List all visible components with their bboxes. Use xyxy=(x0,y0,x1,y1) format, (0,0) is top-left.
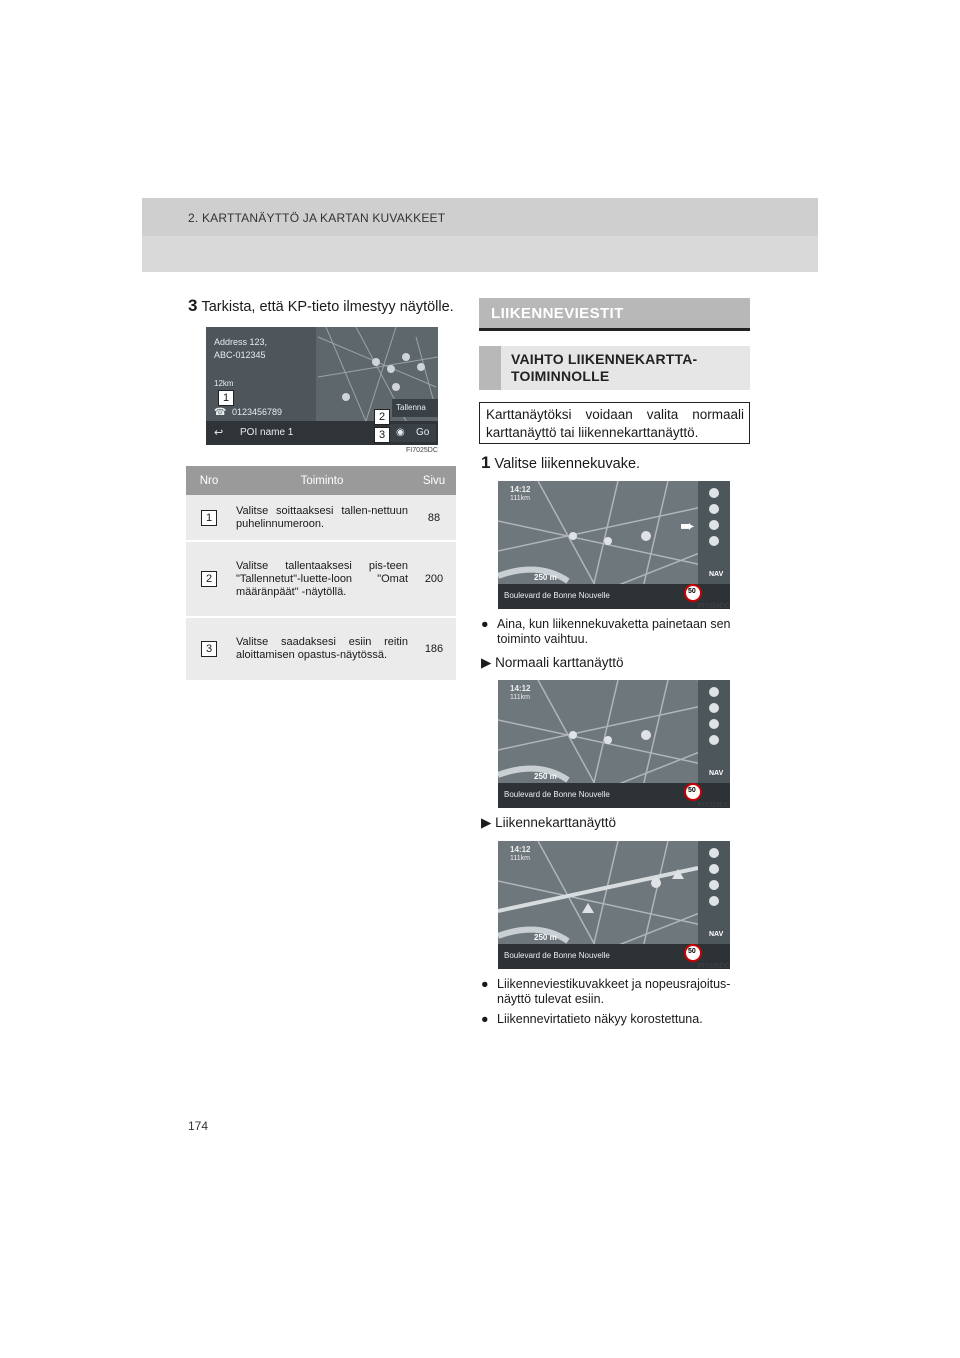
bullet-text: Liikenneviestikuvakkeet ja nopeusrajoitus-näyttö tulevat esiin. xyxy=(497,977,731,1006)
step-number: 1 xyxy=(481,453,491,472)
sub-heading-normal xyxy=(481,655,623,671)
map-time: 14:12 xyxy=(510,845,531,854)
info-text: Karttanäytöksi voidaan valita normaali karttanäyttö tai liikennekarttanäyttö. xyxy=(486,407,744,440)
map-street: Boulevard de Bonne Nouvelle xyxy=(504,591,610,600)
table-row xyxy=(186,617,456,681)
function-table xyxy=(186,466,456,682)
callout-2: 2 xyxy=(374,409,390,425)
bullet-icon: ● xyxy=(481,977,489,991)
bullet-text: Aina, kun liikennekuvaketta painetaan sen toiminto vaihtuu. xyxy=(497,617,731,646)
table-header-row xyxy=(186,466,456,495)
row-page: 186 xyxy=(412,617,456,681)
bullet-2 xyxy=(481,977,751,1009)
info-box xyxy=(479,402,750,444)
traffic-map-screenshot-1 xyxy=(498,481,730,609)
callout-3: 3 xyxy=(374,427,390,443)
triangle-icon: ▶ xyxy=(481,655,492,670)
bullet-text: Liikennevirtatieto näkyy korostettuna. xyxy=(497,1012,703,1026)
go-button[interactable]: Go xyxy=(416,427,430,438)
row-nro: 1 xyxy=(201,510,217,526)
map-time: 14:12 xyxy=(510,485,531,494)
image-code: FI7026DC xyxy=(698,963,730,970)
screen-address-1: Address 123, xyxy=(214,337,268,347)
step-text: Tarkista, että KP-tieto ilmestyy näytölle. xyxy=(201,299,454,315)
phone-icon[interactable]: ☎ xyxy=(214,407,227,418)
save-button[interactable]: Tallenna xyxy=(396,403,426,412)
subsection-line-1: VAIHTO LIIKENNEKARTTA- xyxy=(511,351,698,367)
bullet-1 xyxy=(481,617,751,649)
page-number: 174 xyxy=(188,1119,209,1133)
subsection-heading xyxy=(479,346,750,390)
map-road-dist: 250 m xyxy=(534,772,557,781)
screen-distance: 12km xyxy=(214,379,234,388)
image-code: FI7025DC xyxy=(406,447,438,454)
triangle-icon: ▶ xyxy=(481,815,492,830)
traffic-map-screenshot-2 xyxy=(498,841,730,969)
row-page: 88 xyxy=(412,495,456,541)
screen-poi-name: POI name 1 xyxy=(240,427,294,438)
map-road-dist: 250 m xyxy=(534,933,557,942)
speed-limit: 50 xyxy=(688,787,696,794)
screen-address-2: ABC-012345 xyxy=(214,350,266,360)
map-street: Boulevard de Bonne Nouvelle xyxy=(504,951,610,960)
map-dist: 111km xyxy=(510,694,530,701)
sub-heading-text: Normaali karttanäyttö xyxy=(495,655,624,670)
speed-limit: 50 xyxy=(688,588,696,595)
row-nro-cell xyxy=(186,495,232,541)
section-title: 2. KARTTANÄYTTÖ JA KARTAN KUVAKKEET xyxy=(188,211,446,225)
subsection-bar xyxy=(479,346,501,390)
nav-button[interactable]: NAV xyxy=(709,571,724,578)
subsection-heading-text xyxy=(511,351,697,385)
section-heading xyxy=(479,298,750,331)
nav-icon: ◉ xyxy=(396,427,405,438)
back-icon[interactable]: ↩ xyxy=(214,427,224,439)
speed-limit: 50 xyxy=(688,948,696,955)
image-code: FI7024DC xyxy=(698,603,730,610)
header-function: Toiminto xyxy=(232,466,412,495)
image-code: FI7024DC xyxy=(698,802,730,809)
row-nro: 2 xyxy=(201,571,217,587)
step-1 xyxy=(481,453,640,473)
nav-button[interactable]: NAV xyxy=(709,770,724,777)
table-row xyxy=(186,541,456,617)
subsection-line-2: TOIMINNOLLE xyxy=(511,368,610,384)
bullet-3 xyxy=(481,1012,751,1028)
normal-map-screenshot xyxy=(498,680,730,808)
bullet-icon: ● xyxy=(481,1012,489,1026)
callout-1: 1 xyxy=(218,390,234,406)
step-number: 3 xyxy=(188,296,198,315)
section-heading-text: LIIKENNEVIESTIT xyxy=(491,305,624,322)
bullet-icon: ● xyxy=(481,617,489,631)
poi-info-screenshot xyxy=(206,327,438,445)
table-row xyxy=(186,495,456,541)
sub-heading-traffic xyxy=(481,815,616,831)
map-street: Boulevard de Bonne Nouvelle xyxy=(504,790,610,799)
screen-phone[interactable]: 0123456789 xyxy=(232,407,283,417)
row-nro-cell xyxy=(186,541,232,617)
arrow-icon: ➨ xyxy=(680,516,696,536)
step-3 xyxy=(188,296,454,316)
row-function: Valitse saadaksesi esiin reitin aloittamisen opastus-näytössä. xyxy=(232,617,412,681)
row-nro-cell xyxy=(186,617,232,681)
row-page: 200 xyxy=(412,541,456,617)
header-page: Sivu xyxy=(412,466,456,495)
row-function: Valitse soittaaksesi tallen-nettuun puhelinnumeroon. xyxy=(232,495,412,541)
map-dist: 111km xyxy=(510,495,530,502)
header-nro: Nro xyxy=(186,466,232,495)
row-function: Valitse tallentaaksesi pis-teen "Tallennetut"-luette-loon "Omat määränpäät" -näytöllä. xyxy=(232,541,412,617)
row-nro: 3 xyxy=(201,641,217,657)
map-time: 14:12 xyxy=(510,684,531,693)
nav-button[interactable]: NAV xyxy=(709,931,724,938)
sub-heading-text: Liikennekarttanäyttö xyxy=(495,815,616,830)
step-text: Valitse liikennekuvake. xyxy=(494,456,641,472)
map-road-dist: 250 m xyxy=(534,573,557,582)
map-dist: 111km xyxy=(510,855,530,862)
